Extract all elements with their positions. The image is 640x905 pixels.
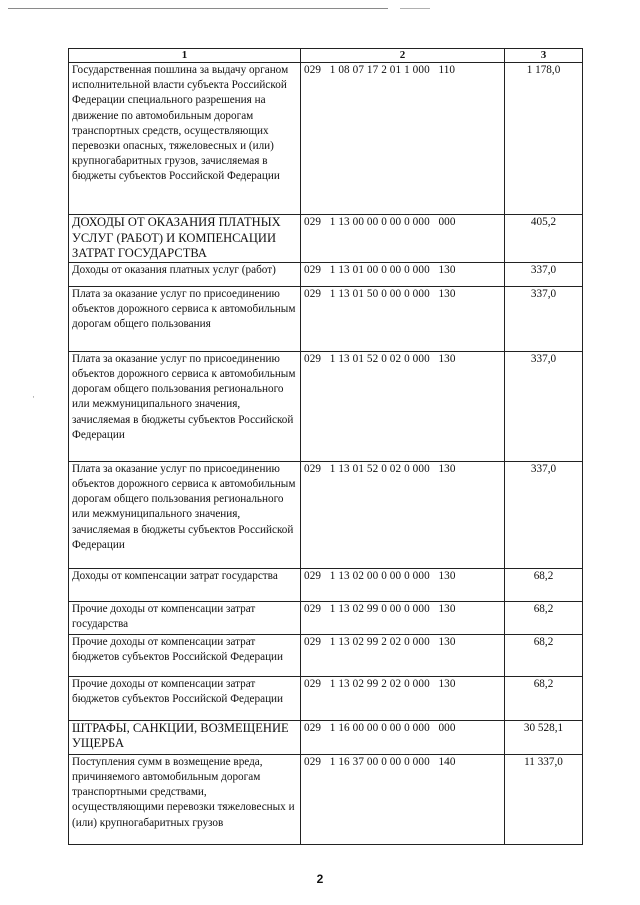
income-name-cell: Прочие доходы от компенсации затрат государства (69, 601, 301, 634)
column-header-3: 3 (505, 49, 583, 63)
table-row (69, 568, 583, 601)
top-scan-rule-fragment (400, 8, 430, 9)
budget-code-cell: 029 1 13 02 99 2 02 0 000 130 (301, 634, 505, 676)
income-name-cell: Доходы от оказания платных услуг (работ) (69, 262, 301, 286)
table-row (69, 286, 583, 351)
budget-code-cell: 029 1 16 37 00 0 00 0 000 140 (301, 754, 505, 844)
income-name-cell: Прочие доходы от компенсации затрат бюджетов субъектов Российской Федерации (69, 634, 301, 676)
column-header-1: 1 (69, 49, 301, 63)
amount-cell: 30 528,1 (505, 720, 583, 754)
budget-code-cell: 029 1 13 02 99 0 00 0 000 130 (301, 601, 505, 634)
budget-code-cell: 029 1 13 00 00 0 00 0 000 000 (301, 215, 505, 263)
page-number: 2 (316, 872, 324, 886)
income-name-cell: Прочие доходы от компенсации затрат бюджетов субъектов Российской Федерации (69, 676, 301, 720)
budget-code-cell: 029 1 13 02 99 2 02 0 000 130 (301, 676, 505, 720)
income-name-cell: Плата за оказание услуг по присоединению объектов дорожного сервиса к автомобильным дорогам общего пользования регионального или межмуниципального значения, зачисляемая в бюджеты субъектов Российской Федерации (69, 461, 301, 568)
income-name-cell: Государственная пошлина за выдачу органом исполнительной власти субъекта Российской Федерации специального разрешения на движение по автомобильным дорогам транспортных средств, осуществляющих перевозки опасных, тяжеловесных и (или) крупногабаритных грузов, зачисляемая в бюджеты субъектов Российской Федерации (69, 63, 301, 215)
amount-cell: 68,2 (505, 634, 583, 676)
table-row (69, 754, 583, 844)
amount-cell: 337,0 (505, 286, 583, 351)
amount-cell: 337,0 (505, 262, 583, 286)
table-row (69, 461, 583, 568)
budget-code-cell: 029 1 08 07 17 2 01 1 000 110 (301, 63, 505, 215)
table-row (69, 720, 583, 754)
amount-cell: 68,2 (505, 676, 583, 720)
budget-code-cell: 029 1 13 01 00 0 00 0 000 130 (301, 262, 505, 286)
table-header-row (69, 49, 583, 63)
table-row (69, 215, 583, 263)
amount-cell: 68,2 (505, 601, 583, 634)
column-header-2: 2 (301, 49, 505, 63)
amount-cell: 405,2 (505, 215, 583, 263)
scan-artifact: · (32, 392, 35, 402)
amount-cell: 337,0 (505, 351, 583, 461)
table-row (69, 634, 583, 676)
top-scan-rule (8, 8, 388, 9)
budget-code-cell: 029 1 13 02 00 0 00 0 000 130 (301, 568, 505, 601)
income-name-cell: Плата за оказание услуг по присоединению объектов дорожного сервиса к автомобильным дорогам общего пользования (69, 286, 301, 351)
budget-code-cell: 029 1 13 01 52 0 02 0 000 130 (301, 351, 505, 461)
table-row (69, 676, 583, 720)
table-row (69, 601, 583, 634)
budget-code-cell: 029 1 13 01 50 0 00 0 000 130 (301, 286, 505, 351)
income-name-cell: Доходы от компенсации затрат государства (69, 568, 301, 601)
income-name-cell: ДОХОДЫ ОТ ОКАЗАНИЯ ПЛАТНЫХ УСЛУГ (РАБОТ) И КОМПЕНСАЦИИ ЗАТРАТ ГОСУДАРСТВА (69, 215, 301, 263)
budget-code-cell: 029 1 16 00 00 0 00 0 000 000 (301, 720, 505, 754)
amount-cell: 11 337,0 (505, 754, 583, 844)
budget-code-cell: 029 1 13 01 52 0 02 0 000 130 (301, 461, 505, 568)
amount-cell: 1 178,0 (505, 63, 583, 215)
income-name-cell: ШТРАФЫ, САНКЦИИ, ВОЗМЕЩЕНИЕ УЩЕРБА (69, 720, 301, 754)
income-name-cell: Плата за оказание услуг по присоединению объектов дорожного сервиса к автомобильным дорогам общего пользования регионального или межмуниципального значения, зачисляемая в бюджеты субъектов Российской Федерации (69, 351, 301, 461)
table-row (69, 63, 583, 215)
budget-income-table (68, 48, 583, 845)
income-name-cell: Поступления сумм в возмещение вреда, причиняемого автомобильным дорогам транспортными средствами, осуществляющими перевозки тяжеловесных и (или) крупногабаритных грузов (69, 754, 301, 844)
table-row (69, 351, 583, 461)
table-row (69, 262, 583, 286)
amount-cell: 68,2 (505, 568, 583, 601)
amount-cell: 337,0 (505, 461, 583, 568)
